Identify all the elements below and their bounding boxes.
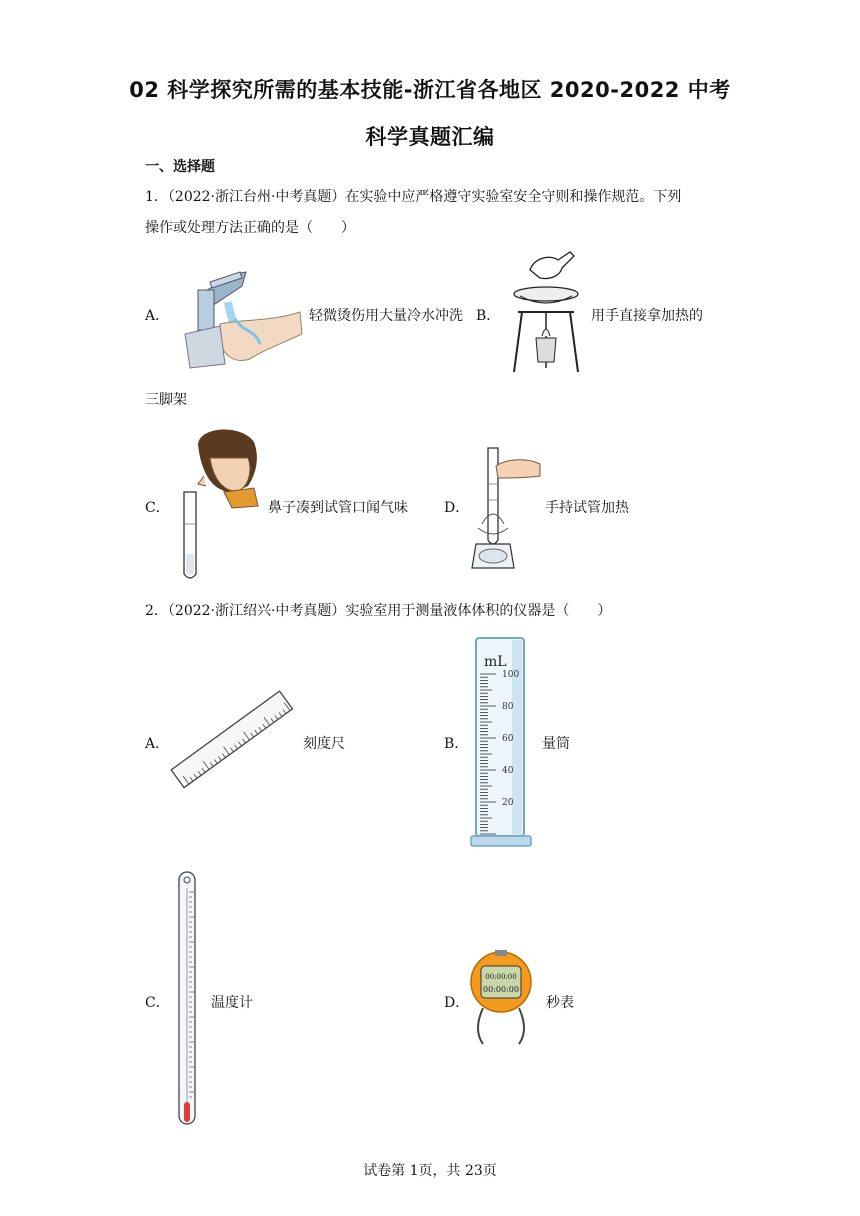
q1-option-d-text: 手持试管加热 bbox=[545, 500, 629, 516]
q1-option-b-text: 用手直接拿加热的 bbox=[591, 308, 703, 324]
tap-burn-icon bbox=[180, 264, 305, 373]
hold-tube-heat-icon bbox=[468, 444, 548, 580]
q2-stem-line1: 2．（2022·浙江绍兴·中考真题）实验室用于测量液体体积的仪器是（ ） bbox=[145, 603, 612, 619]
ruler-icon bbox=[170, 682, 296, 804]
cylinder-tick-label: 40 bbox=[502, 766, 514, 776]
q2-option-c-text: 温度计 bbox=[211, 995, 253, 1011]
q2-option-a-text: 刻度尺 bbox=[303, 736, 345, 752]
doc-title-line2: 科学真题汇编 bbox=[365, 125, 495, 149]
stopwatch-icon bbox=[469, 950, 533, 1050]
cylinder-tick-label: 20 bbox=[502, 798, 514, 808]
q1-option-c-letter: C． bbox=[145, 500, 170, 516]
tripod-hand-icon bbox=[508, 250, 583, 382]
q2-option-d-text: 秒表 bbox=[546, 995, 574, 1011]
q1-option-d-letter: D． bbox=[444, 500, 470, 516]
thermometer-icon bbox=[176, 868, 198, 1134]
smell-tube-icon bbox=[180, 424, 265, 588]
q2-option-d-letter: D． bbox=[444, 995, 470, 1011]
cylinder-tick-label: 100 bbox=[502, 670, 520, 680]
q1-stem-line2: 操作或处理方法正确的是（ ） bbox=[145, 220, 355, 236]
doc-title-line1: 02 科学探究所需的基本技能-浙江省各地区 2020-2022 中考 bbox=[129, 78, 731, 102]
q1-stem-line1: 1．（2022·浙江台州·中考真题）在实验中应严格遵守实验室安全守则和操作规范。下列 bbox=[145, 189, 682, 205]
q1-option-c-text: 鼻子凑到试管口闻气味 bbox=[268, 500, 408, 516]
q1-option-b-text-cont: 三脚架 bbox=[145, 392, 187, 408]
q1-option-a-letter: A． bbox=[145, 308, 170, 324]
cylinder-unit-label: mL bbox=[484, 654, 507, 670]
q1-option-b-letter: B． bbox=[476, 308, 501, 324]
stopwatch-display-line2: 00:00:00 bbox=[483, 985, 519, 994]
q2-option-c-letter: C． bbox=[145, 995, 170, 1011]
graduated-cylinder-icon bbox=[470, 636, 534, 854]
page-footer: 试卷第 1页，共 23页 bbox=[363, 1163, 497, 1179]
q2-option-a-letter: A． bbox=[145, 736, 170, 752]
q1-option-a-text: 轻微烫伤用大量冷水冲洗 bbox=[309, 308, 463, 324]
section-heading: 一、选择题 bbox=[145, 159, 215, 175]
stopwatch-display-line1: 00:00:00 bbox=[485, 973, 517, 981]
q2-option-b-letter: B． bbox=[444, 736, 469, 752]
q2-option-b-text: 量筒 bbox=[542, 736, 570, 752]
cylinder-tick-label: 80 bbox=[502, 702, 514, 712]
cylinder-tick-label: 60 bbox=[502, 734, 514, 744]
